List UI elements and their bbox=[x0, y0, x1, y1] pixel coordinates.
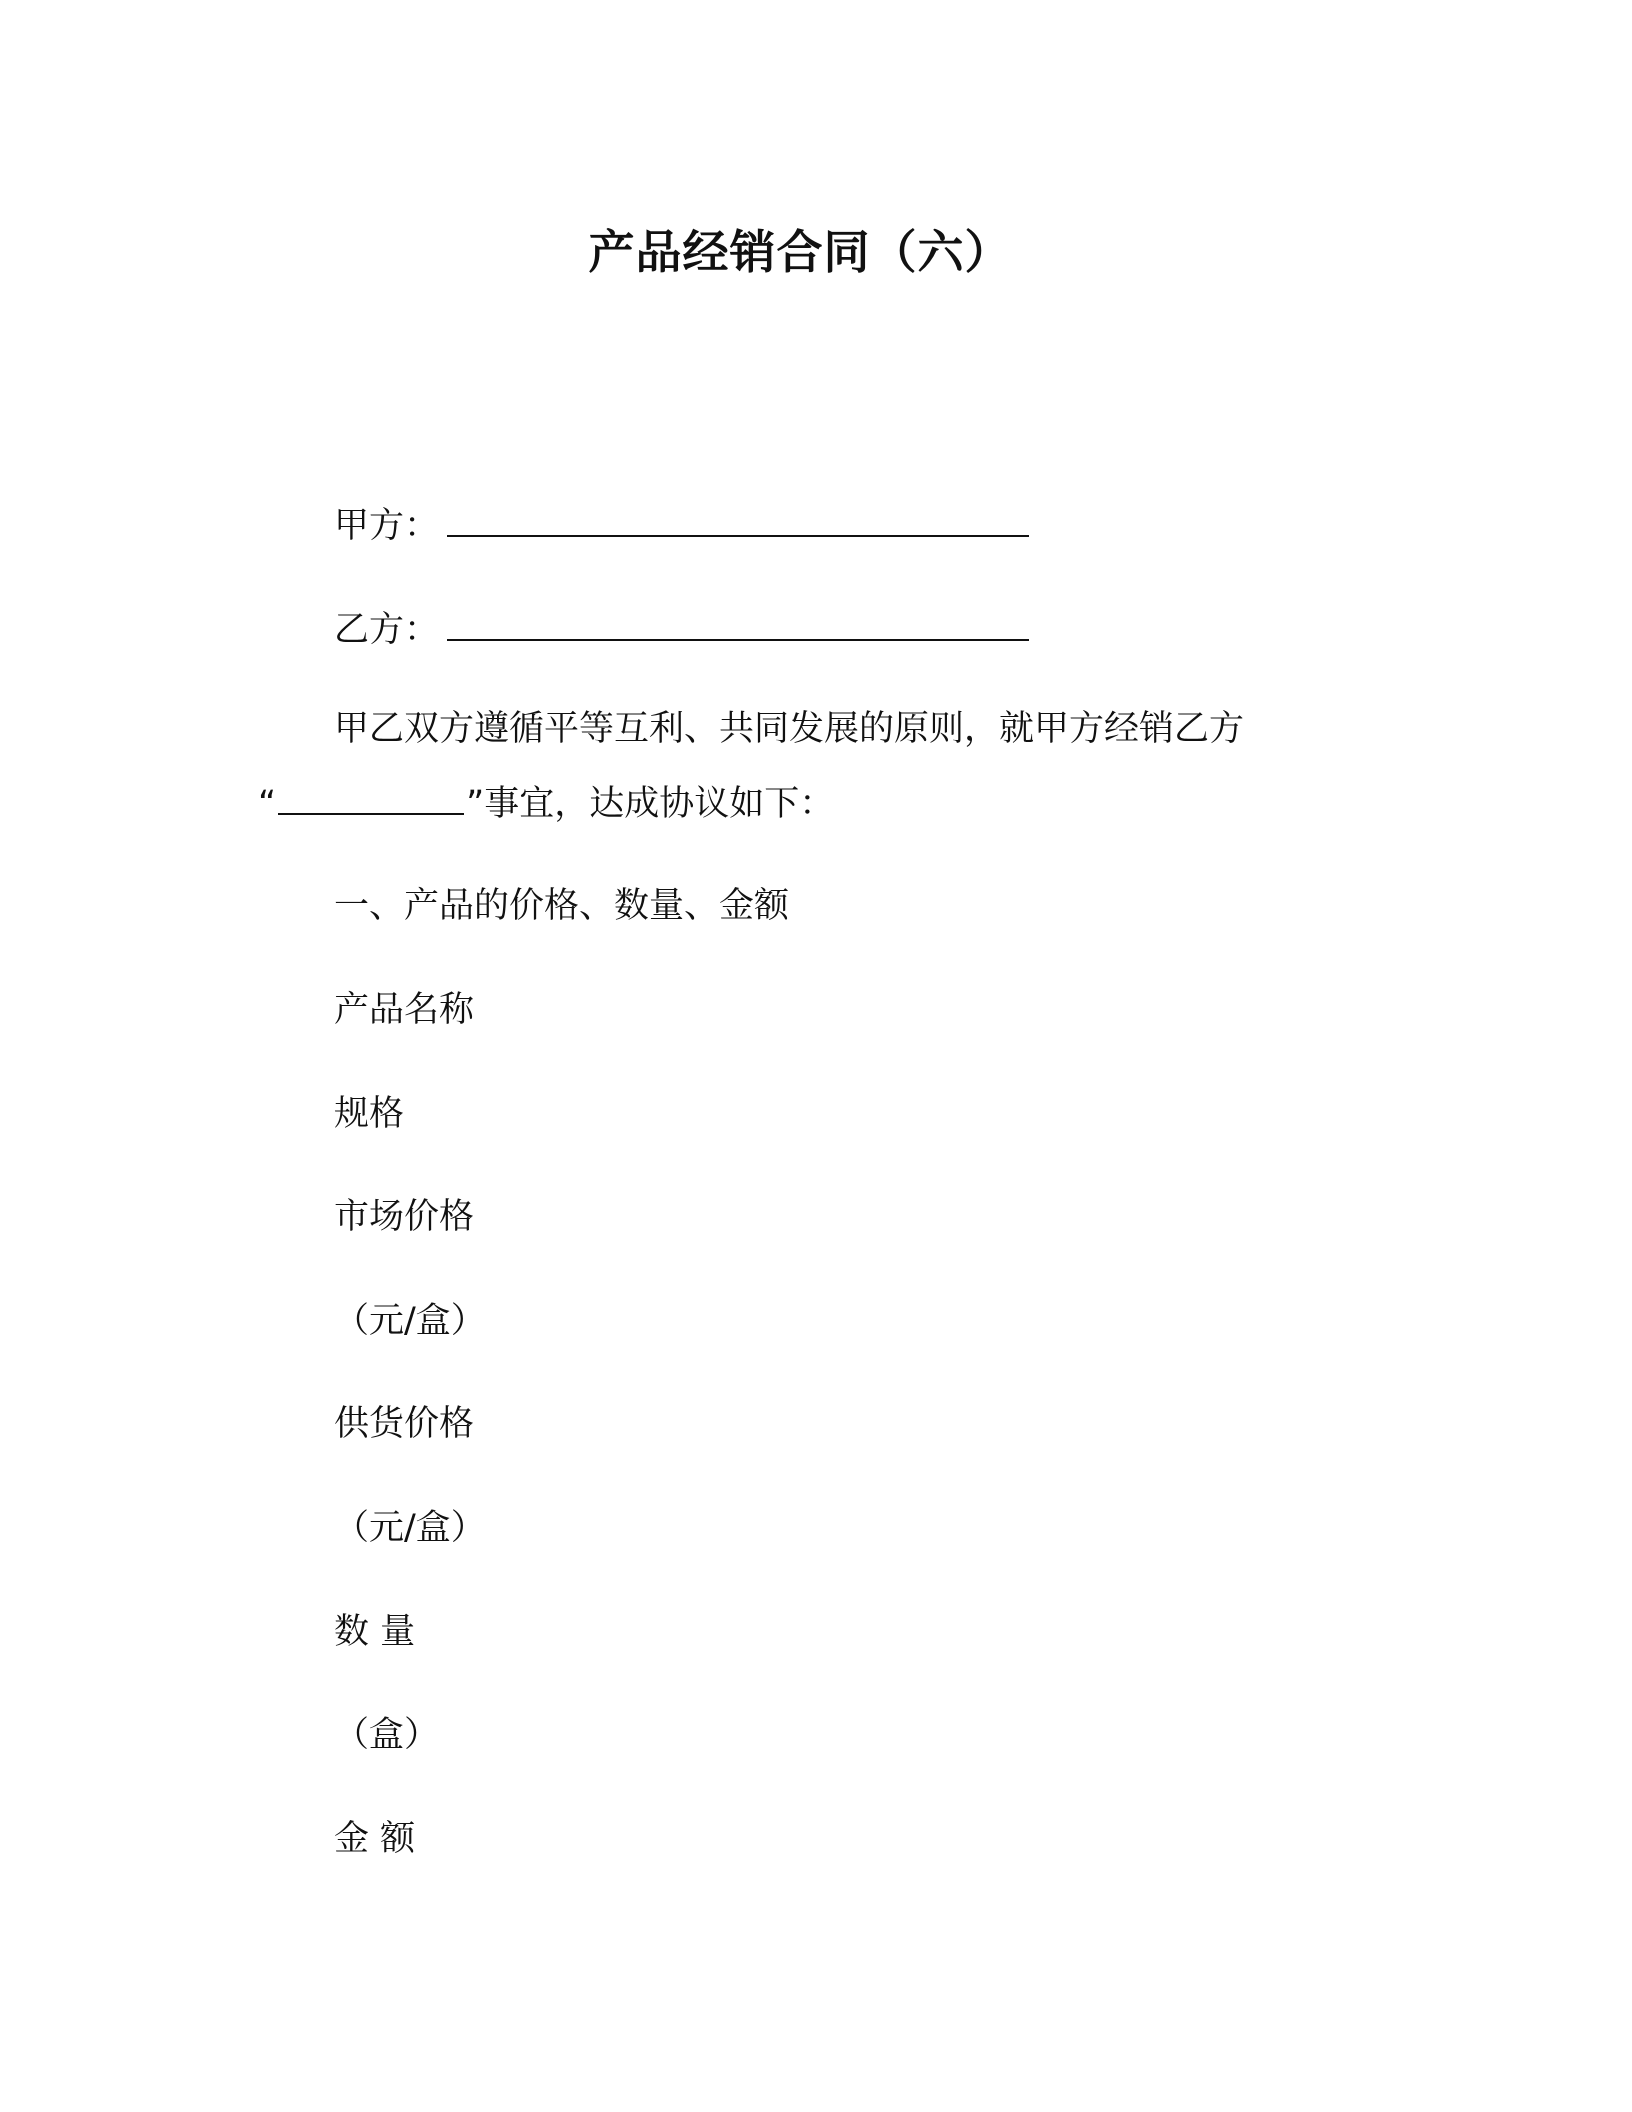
product-name-blank bbox=[278, 783, 464, 815]
party-b-blank bbox=[447, 609, 1029, 641]
party-a-line bbox=[334, 502, 1029, 550]
party-a-label: 甲方： bbox=[334, 506, 440, 546]
field-market-price-unit: （元/盒） bbox=[334, 1301, 486, 1341]
field-market-price: 市场价格 bbox=[334, 1197, 475, 1237]
field-quantity-unit: （盒） bbox=[334, 1715, 440, 1755]
field-product-name: 产品名称 bbox=[334, 990, 475, 1030]
intro-line-1: 甲乙双方遵循平等互利、共同发展的原则，就甲方经销乙方 bbox=[334, 709, 1245, 749]
party-b-label: 乙方： bbox=[334, 610, 440, 650]
intro-line-2 bbox=[258, 780, 834, 828]
document-title: 产品经销合同（六） bbox=[588, 225, 1012, 279]
intro-open-quote: “ bbox=[258, 784, 277, 824]
party-a-blank bbox=[447, 505, 1029, 537]
field-supply-price: 供货价格 bbox=[334, 1404, 475, 1444]
field-quantity: 数 量 bbox=[334, 1612, 416, 1652]
party-b-line bbox=[334, 606, 1029, 654]
field-amount: 金 额 bbox=[334, 1819, 416, 1859]
field-supply-price-unit: （元/盒） bbox=[334, 1508, 486, 1548]
field-specification: 规格 bbox=[334, 1094, 405, 1134]
intro-rest: ”事宜，达成协议如下： bbox=[466, 784, 835, 824]
section-1-heading: 一、产品的价格、数量、金额 bbox=[334, 886, 790, 926]
